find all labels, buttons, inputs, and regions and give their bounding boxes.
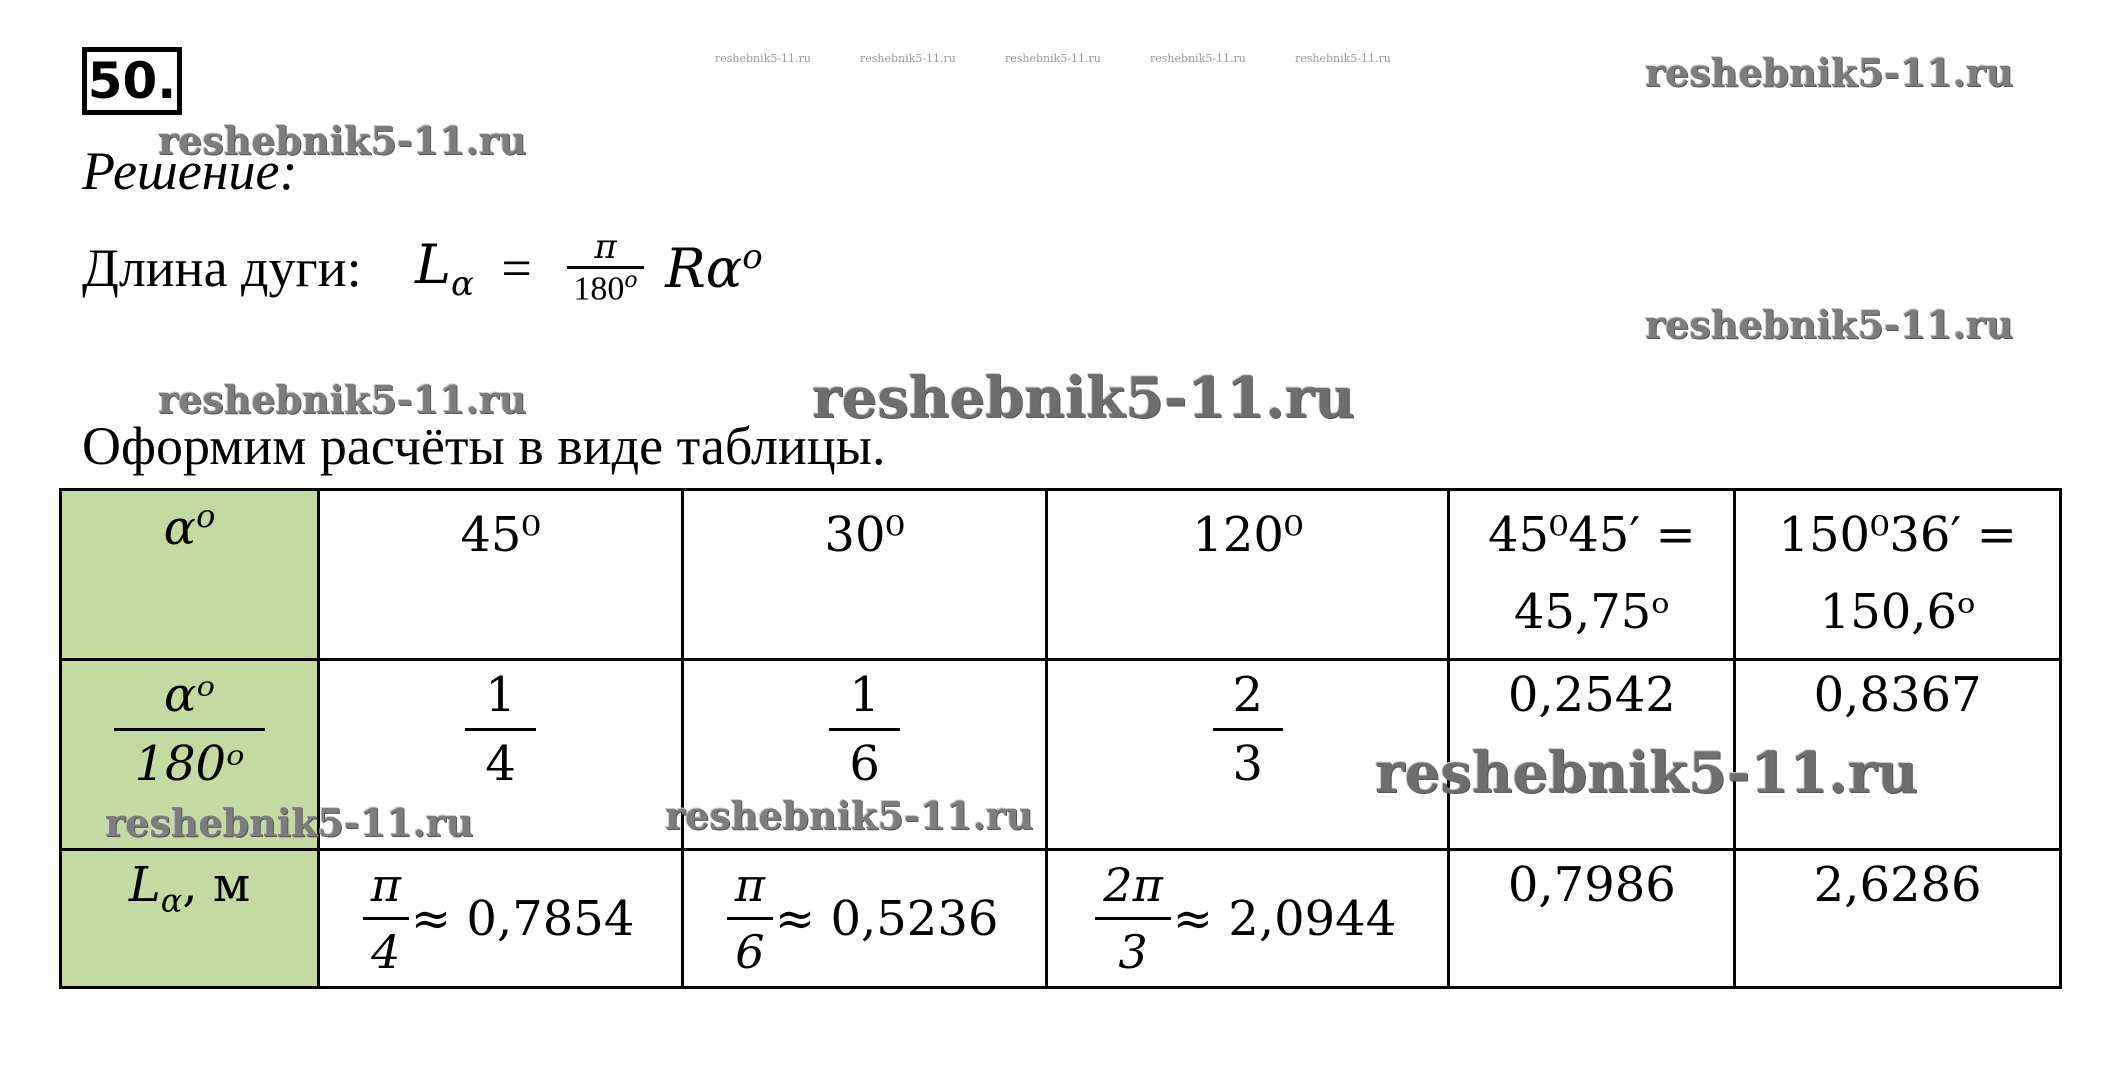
- ratio-cell: $\frac{1}{6}$: [683, 660, 1047, 850]
- watermark-tiny-4: reshebnik5-11.ru: [1150, 52, 1246, 65]
- table-row-length: [61, 850, 2061, 988]
- watermark-tiny-1: reshebnik5-11.ru: [715, 52, 811, 65]
- watermark-table-center: reshebnik5-11.ru: [665, 793, 1034, 838]
- watermark-top-right: reshebnik5-11.ru: [1645, 50, 2014, 95]
- angle-cell: 150⁰36′ = 150,6ᵒ: [1735, 490, 2061, 660]
- length-cell: $\frac{2\pi}{3}$ ≈ 2,0944: [1047, 850, 1449, 988]
- watermark-heading: reshebnik5-11.ru: [158, 118, 527, 163]
- formula-rhs: $R\alpha^o$: [665, 236, 763, 300]
- problem-number: 50.: [82, 47, 182, 115]
- angle-cell: 45⁰45′ = 45,75ᵒ: [1449, 490, 1735, 660]
- formula-label: Длина дуги:: [82, 238, 362, 299]
- angle-cell: 45⁰: [319, 490, 683, 660]
- watermark-tiny-2: reshebnik5-11.ru: [860, 52, 956, 65]
- ratio-cell: $\frac{1}{4}$: [319, 660, 683, 850]
- watermark-right-mid: reshebnik5-11.ru: [1645, 302, 2014, 347]
- formula-lhs: $L_\alpha$: [415, 232, 474, 304]
- ratio-cell: $\frac{2}{3}$: [1047, 660, 1449, 850]
- formula-fraction: $\frac{\pi}{180^o}$: [567, 230, 643, 307]
- watermark-tiny-3: reshebnik5-11.ru: [1005, 52, 1101, 65]
- length-cell: $\frac{\pi}{4}$ ≈ 0,7854: [319, 850, 683, 988]
- ratio-cell: 0,8367: [1735, 660, 2061, 850]
- header-length: $L_\alpha$, м: [61, 850, 319, 988]
- length-cell: $\frac{\pi}{6}$ ≈ 0,5236: [683, 850, 1047, 988]
- arc-length-formula: [82, 227, 763, 308]
- watermark-left-mid: reshebnik5-11.ru: [158, 377, 527, 422]
- calculation-table: [59, 488, 2062, 989]
- header-ratio: $\frac{\text{αᵒ}}{\text{180ᵒ}}$: [61, 660, 319, 850]
- header-angle: $\alpha^o$: [61, 490, 319, 660]
- watermark-tiny-5: reshebnik5-11.ru: [1295, 52, 1391, 65]
- solution-heading: Решение:: [82, 141, 298, 201]
- table-intro-sentence: Оформим расчёты в виде таблицы.: [82, 416, 886, 476]
- angle-cell: 120⁰: [1047, 490, 1449, 660]
- length-cell: 2,6286: [1735, 850, 2061, 988]
- ratio-cell: 0,2542: [1449, 660, 1735, 850]
- formula-eq: =: [501, 238, 532, 299]
- watermark-table-left: reshebnik5-11.ru: [105, 800, 474, 845]
- watermark-table-large: reshebnik5-11.ru: [1375, 740, 1918, 806]
- length-cell: 0,7986: [1449, 850, 1735, 988]
- table-row-angle: [61, 490, 2061, 660]
- angle-cell: 30⁰: [683, 490, 1047, 660]
- watermark-center-large: reshebnik5-11.ru: [812, 365, 1355, 431]
